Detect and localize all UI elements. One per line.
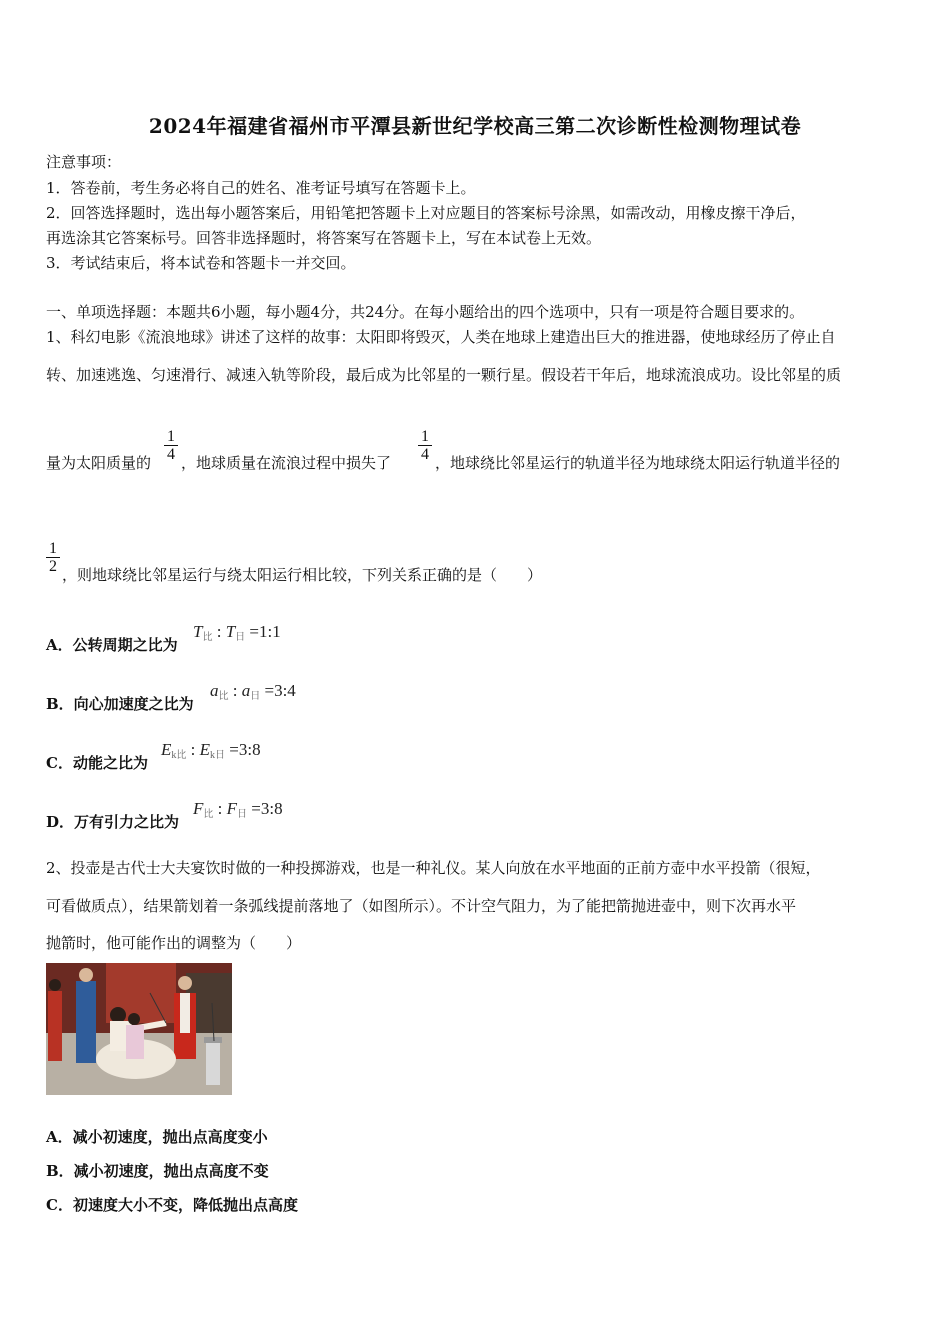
q1-option-c-formula: $E_{k比}$ : $E_{k日}$ =3:8 xyxy=(161,740,261,761)
q1-line-3b: ，地球质量在流浪过程中损失了 xyxy=(181,454,392,472)
q1-option-b-formula: $a_比$ : $a_日$ =3:4 xyxy=(210,681,296,702)
q2-line-3: 抛箭时，他可能作出的调整为（ ） xyxy=(46,934,302,952)
fraction-one-quarter-a: 1 4 xyxy=(164,428,178,463)
touhu-game-photo xyxy=(46,963,232,1095)
q1-option-b: B．向心加速度之比为 xyxy=(46,695,194,713)
notice-item-2a: 2．回答选择题时，选出每小题答案后，用铅笔把答题卡上对应题目的答案标号涂黑，如需改动，用橡皮擦干净后， xyxy=(46,204,806,222)
q1-option-c: C．动能之比为 xyxy=(46,754,148,772)
q2-option-c: C．初速度大小不变，降低抛出点高度 xyxy=(46,1196,298,1214)
q1-option-d-formula: $F_比$ : $F_日$ =3:8 xyxy=(193,799,283,820)
notice-item-1: 1．答卷前，考生务必将自己的姓名、准考证号填写在答题卡上。 xyxy=(46,179,476,197)
q1-line-3a: 量为太阳质量的 xyxy=(46,454,152,472)
q1-line-1: 1、科幻电影《流浪地球》讲述了这样的故事：太阳即将毁灭，人类在地球上建造出巨大的推进器，使地球经历了停止自 xyxy=(46,328,836,346)
q2-line-2: 可看做质点），结果箭划着一条弧线提前落地了（如图所示）。不计空气阻力，为了能把箭抛进壶中，则下次再水平 xyxy=(46,897,797,915)
exam-title: 2024年福建省福州市平潭县新世纪学校高三第二次诊断性检测物理试卷 xyxy=(148,114,802,138)
notice-item-3: 3．考试结束后，将本试卷和答题卡一并交回。 xyxy=(46,254,356,272)
q1-option-a: A．公转周期之比为 xyxy=(46,636,178,654)
section-heading: 一、单项选择题：本题共6小题，每小题4分，共24分。在每小题给出的四个选项中，只有一项是符合题目要求的。 xyxy=(46,303,805,321)
fraction-one-quarter-b: 1 4 xyxy=(418,428,432,463)
notice-heading: 注意事项： xyxy=(46,153,122,171)
q1-line-4: ，则地球绕比邻星运行与绕太阳运行相比较，下列关系正确的是（ ） xyxy=(62,566,543,584)
q2-option-b: B．减小初速度，抛出点高度不变 xyxy=(46,1162,269,1180)
q1-line-3c: ，地球绕比邻星运行的轨道半径为地球绕太阳运行轨道半径的 xyxy=(435,454,841,472)
fraction-one-half: 1 2 xyxy=(46,540,60,575)
q1-option-a-formula: $T_比$ : $T_日$ =1:1 xyxy=(193,622,281,643)
q2-option-a: A．减小初速度，抛出点高度变小 xyxy=(46,1128,268,1146)
notice-item-2b: 再选涂其它答案标号。回答非选择题时，将答案写在答题卡上，写在本试卷上无效。 xyxy=(46,229,602,247)
q2-line-1: 2、投壶是古代士大夫宴饮时做的一种投掷游戏，也是一种礼仪。某人向放在水平地面的正前方壶中水平投箭（很短， xyxy=(46,859,821,877)
q1-option-d: D．万有引力之比为 xyxy=(46,813,180,831)
q1-line-2: 转、加速逃逸、匀速滑行、减速入轨等阶段，最后成为比邻星的一颗行星。假设若干年后，地球流浪成功。设比邻星的质 xyxy=(46,366,842,384)
